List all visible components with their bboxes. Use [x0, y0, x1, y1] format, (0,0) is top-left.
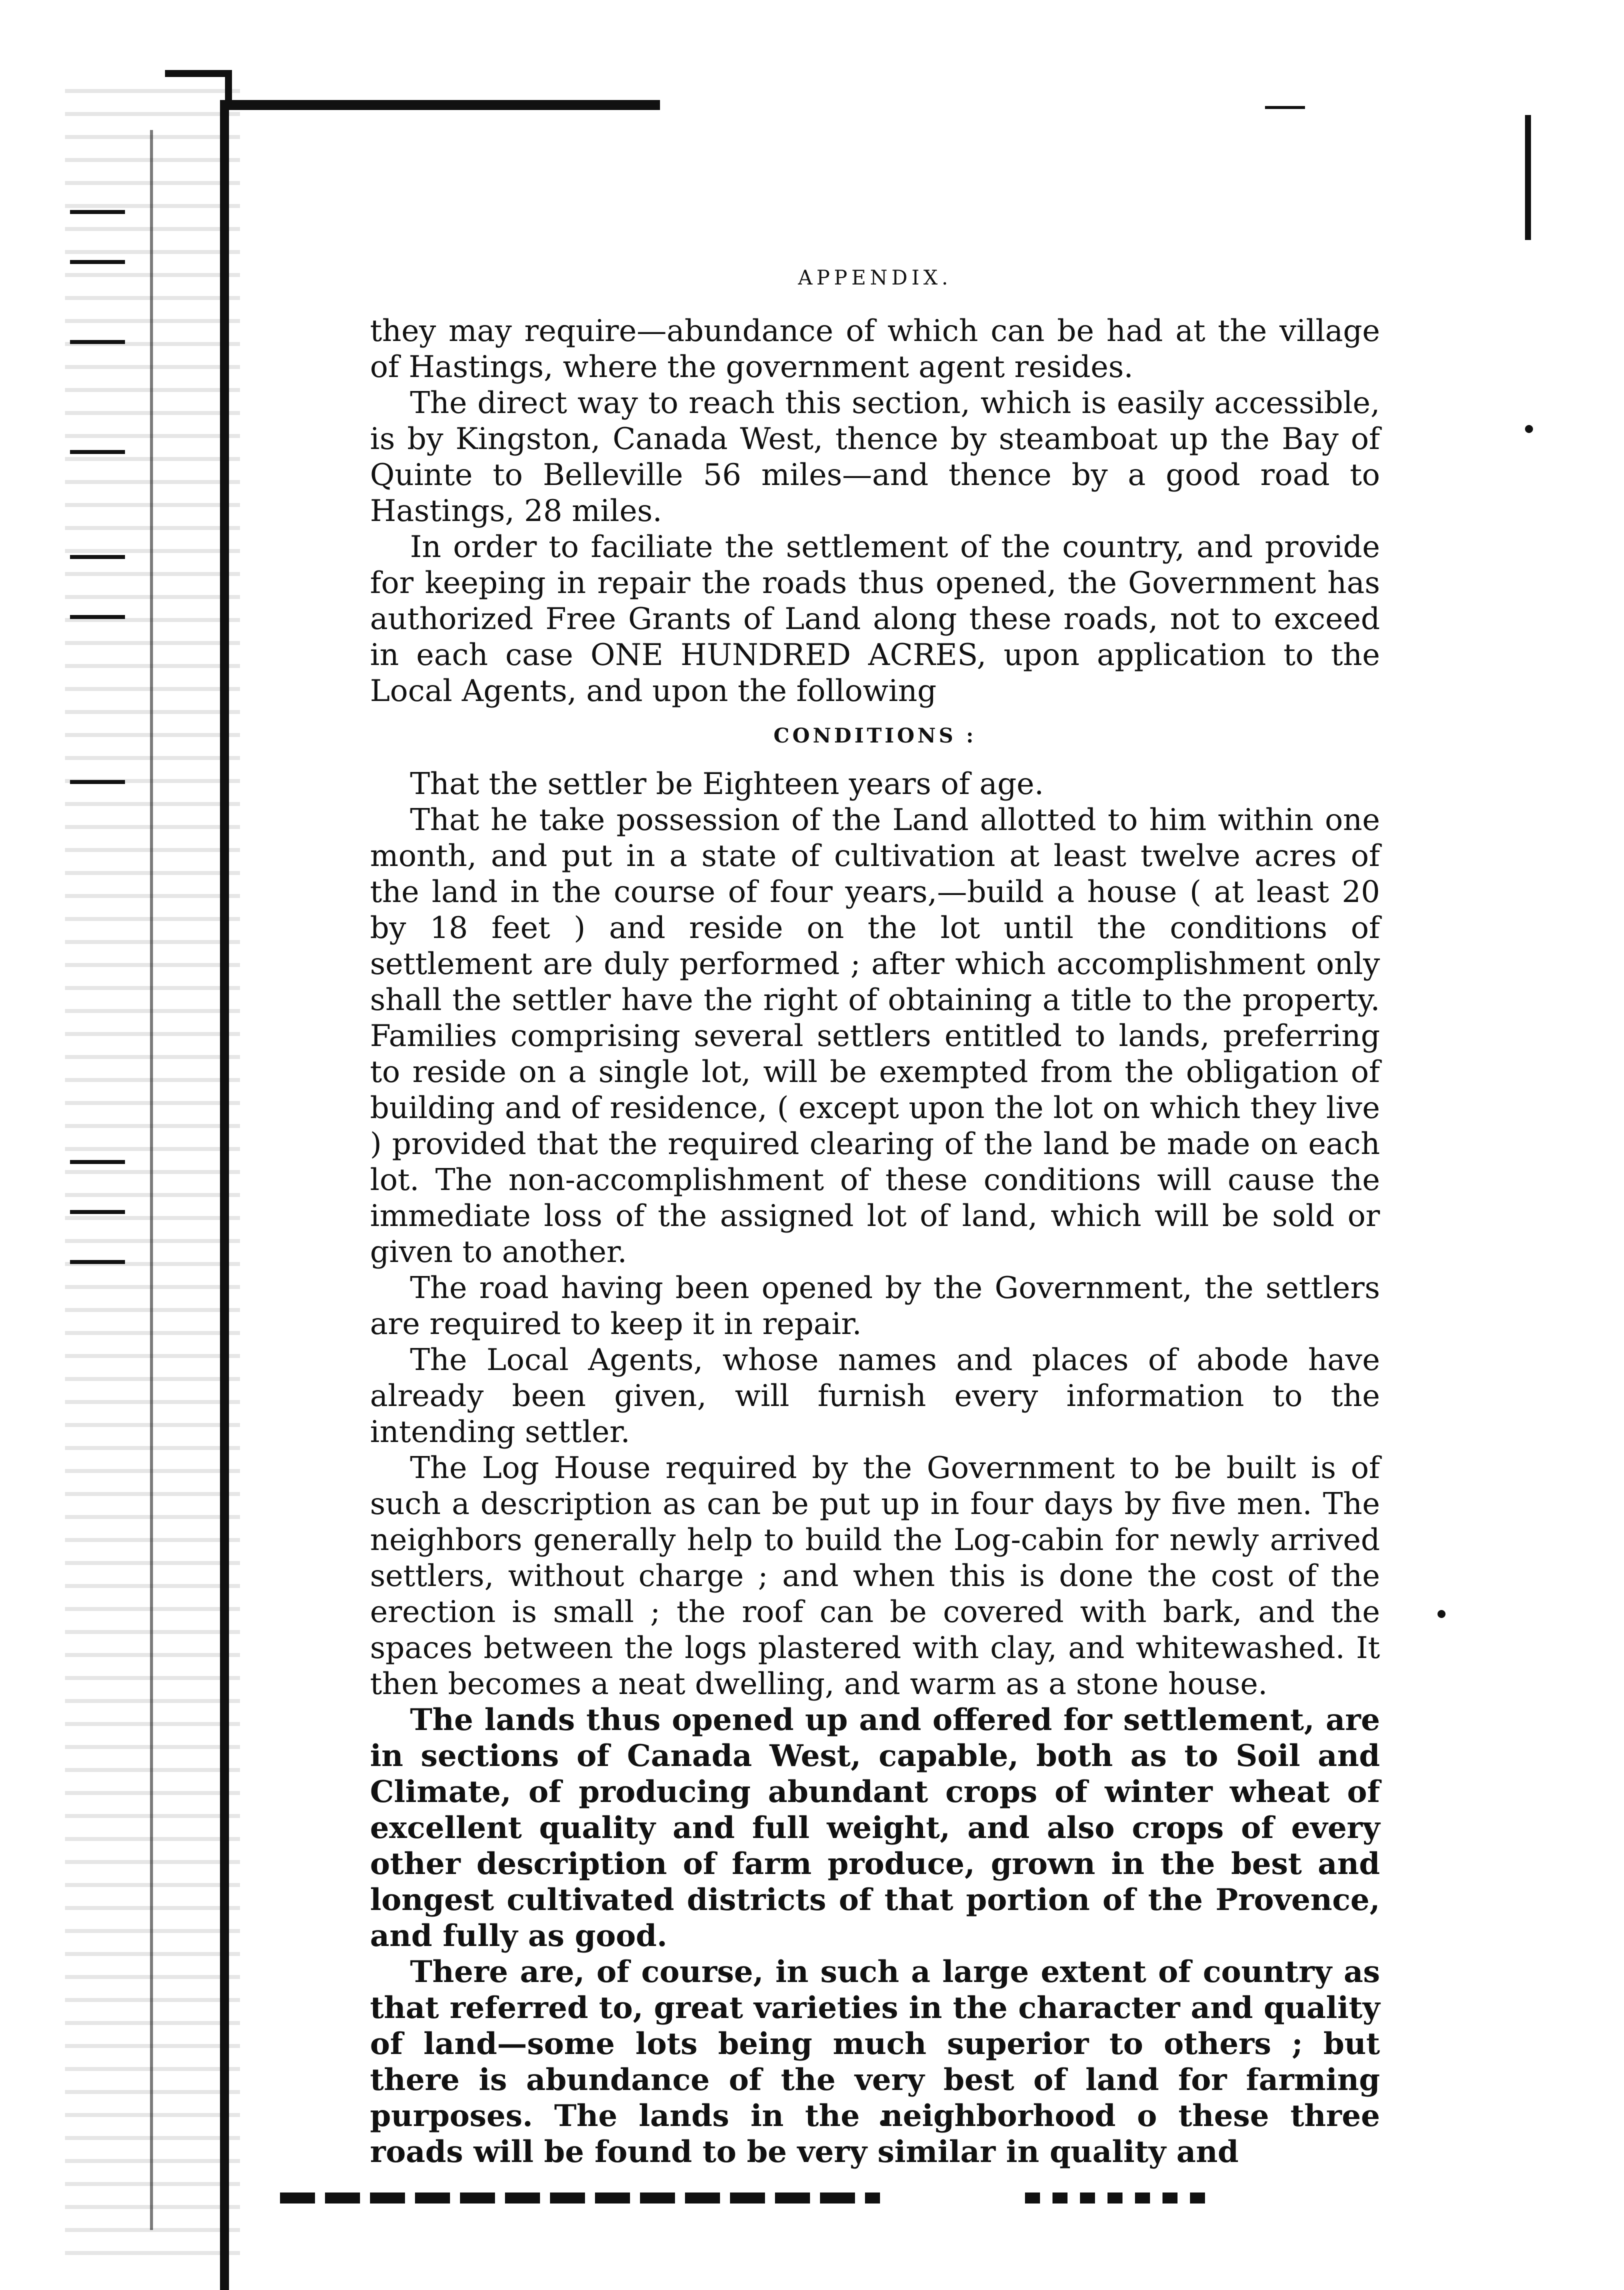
- edge-tick: [70, 780, 125, 784]
- edge-tick: [70, 1260, 125, 1264]
- edge-tick: [70, 1210, 125, 1214]
- spine-line: [220, 100, 229, 2290]
- scan-speck: [1525, 425, 1533, 433]
- conditions-heading: CONDITIONS :: [773, 724, 977, 748]
- edge-tick: [70, 210, 125, 214]
- right-edge-mark: [1525, 115, 1531, 240]
- paragraph: In order to faciliate the settlement of the country, and provide for keeping in repair the roads thus opened, the Government has authorized Free Grants of Land along these roads, not to exceed in each case ONE HUNDRED ACRES, upon application to the Local Agents, and upon the following: [370, 530, 1380, 708]
- bottom-rule: [280, 2192, 880, 2204]
- paragraph: That he take possession of the Land allotted to him within one month, and put in a state of cultivation at least twelve acres of the land in the course of four years,—build a house ( at least 20 by 18 feet ) and reside on the lot until the conditions of settlement are duly performed ; after which accomplishment only shall the settler have the right of obtaining a title to the property. Families comprising several settlers entitled to lands, preferring to reside on a single lot, will be exempted from the obligation of building and of residence, ( except upon the lot on which they live ) provided that the required clearing of the land be made on each lot. The non-accomplishment of these conditions will cause the immediate loss of the assigned lot of land, which will be sold or given to another.: [370, 802, 1380, 1270]
- paragraph: The Log House required by the Government to be built is of such a description as can be put up in four days by five men. The neighbors generally help to build the Log-cabin for newly arrived settlers, without charge ; and when this is done the cost of the erection is small ; the roof can be covered with bark, and the spaces between the logs plastered with clay, and whitewashed. It then becomes a neat dwelling, and warm as a stone house.: [370, 1450, 1380, 1702]
- edge-tick: [70, 450, 125, 454]
- paragraph: The Local Agents, whose names and places of abode have already been given, will furnish every information to the intending settler.: [370, 1342, 1380, 1450]
- edge-tick: [70, 340, 125, 344]
- paragraph: There are, of course, in such a large extent of country as that referred to, great varieties in the character and quality of land—some lots being much superior to others ; but there is abundance of the very best of land for farming purposes. The lands in the neighborhood o these three roads will be found to be very similar in quality and: [370, 1954, 1380, 2170]
- paragraph: That the settler be Eighteen years of age.: [410, 766, 1044, 802]
- top-rule-short: [1265, 106, 1305, 109]
- paragraph: The lands thus opened up and offered for settlement, are in sections of Canada West, capable, both as to Soil and Climate, of producing abundant crops of winter wheat of excellent quality and full weight, and also crops of every other description of farm produce, grown in the best and longest cultivated districts of that portion of the Provence, and fully as good.: [370, 1702, 1380, 1954]
- paragraph: The direct way to reach this section, which is easily accessible, is by Kingston, Canada West, thence by steamboat up the Bay of Quinte to Belleville 56 miles—and thence by a good road to Hastings, 28 miles.: [370, 386, 1380, 528]
- top-rule: [220, 100, 660, 110]
- bottom-rule-right: [1025, 2192, 1215, 2204]
- edge-tick: [70, 555, 125, 559]
- scan-speck: [1438, 1610, 1446, 1618]
- running-head: APPENDIX.: [798, 266, 952, 290]
- paragraph: The road having been opened by the Government, the settlers are required to keep it in repair.: [370, 1270, 1380, 1342]
- edge-tick: [70, 260, 125, 264]
- spine-shadow-line: [150, 130, 153, 2230]
- edge-tick: [70, 615, 125, 619]
- page-text-block: [370, 260, 1380, 2170]
- paragraph: they may require—abundance of which can be had at the village of Hastings, where the government agent resides.: [370, 314, 1380, 384]
- edge-tick: [70, 1160, 125, 1164]
